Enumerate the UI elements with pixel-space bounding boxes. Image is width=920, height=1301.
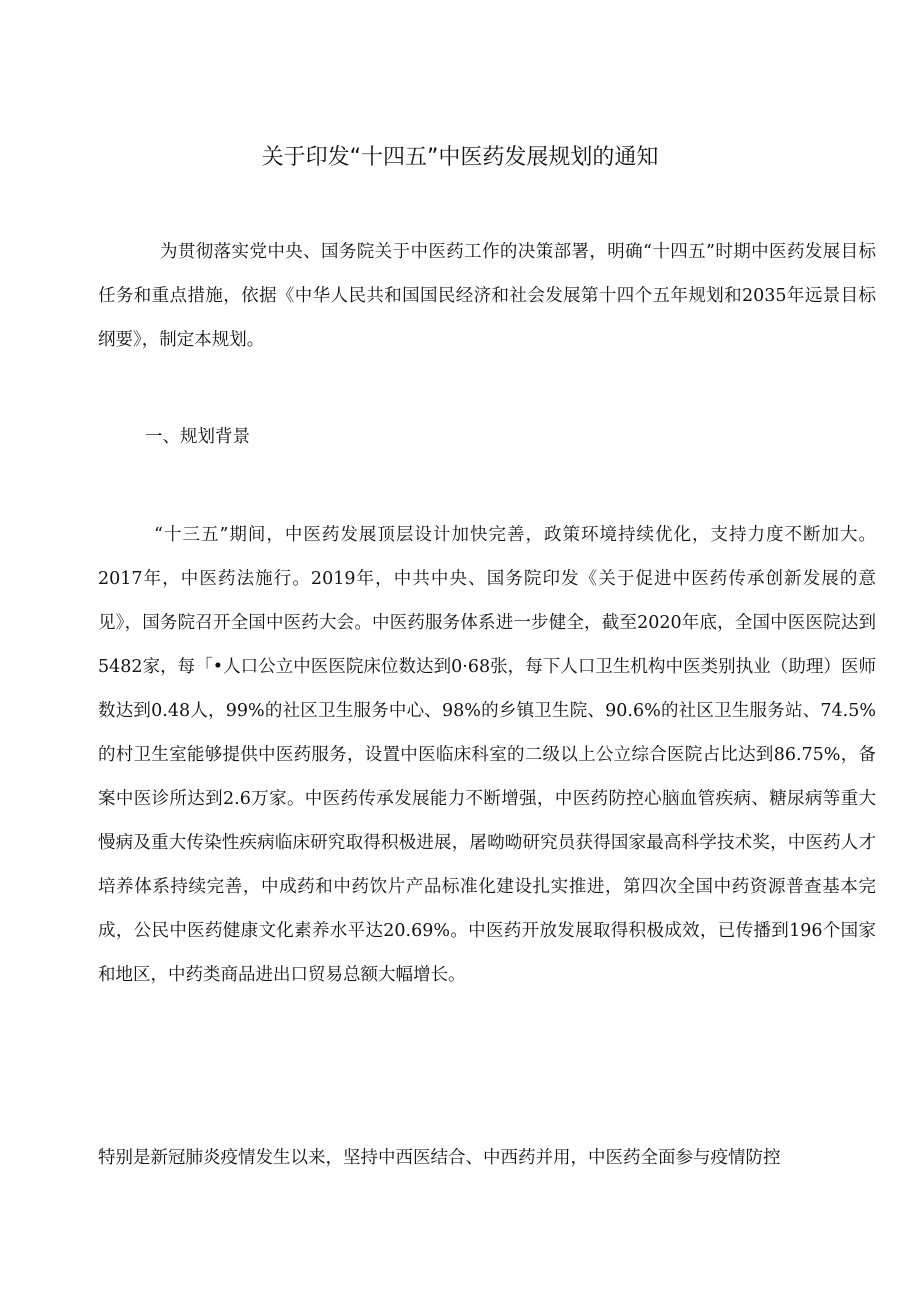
section-heading: 一、规划背景: [145, 427, 250, 447]
background-paragraph: “十三五”期间，中医药发展顶层设计加快完善，政策环境持续优化，支持力度不断加大。2017年，中医药法施行。2019年，中共中央、国务院印发《关于促进中医药传承创新发展的意见》，国务院召开全国中医药大会。中医药服务体系进一步健全，截至2020年底，全国中医医院达到5482家，每「•人口公立中医医院床位数达到0·68张，每下人口卫生机构中医类别执业（助理）医师数达到0.48人，99%的社区卫生服务中心、98%的乡镇卫生院、90.6%的社区卫生服务站、74.5%的村卫生室能够提供中医药服务，设置中医临床科室的二级以上公立综合医院占比达到86.75%，备案中医诊所达到2.6万家。中医药传承发展能力不断增强，中医药防控心脑血管疾病、糖尿病等重大慢病及重大传染性疾病临床研究取得积极进展，屠呦呦研究员获得国家最高科学技术奖，中医药人才培养体系持续完善，中成药和中药饮片产品标准化建设扎实推进，第四次全国中药资源普查基本完成，公民中医药健康文化素养水平达20.69%。中医药开放发展取得积极成效，已传播到196个国家和地区，中药类商品进出口贸易总额大幅增长。: [98, 525, 876, 985]
document-title: 关于印发“十四五”中医药发展规划的通知: [261, 145, 659, 170]
intro-paragraph: 为贯彻落实党中央、国务院关于中医药工作的决策部署，明确“十四五”时期中医药发展目标任务和重点措施，依据《中华人民共和国国民经济和社会发展第十四个五年规划和2035年远景目标纲要》，制定本规划。: [98, 242, 876, 350]
covid-paragraph: 特别是新冠肺炎疫情发生以来，坚持中西医结合、中西药并用，中医药全面参与疫情防控: [98, 1148, 781, 1168]
